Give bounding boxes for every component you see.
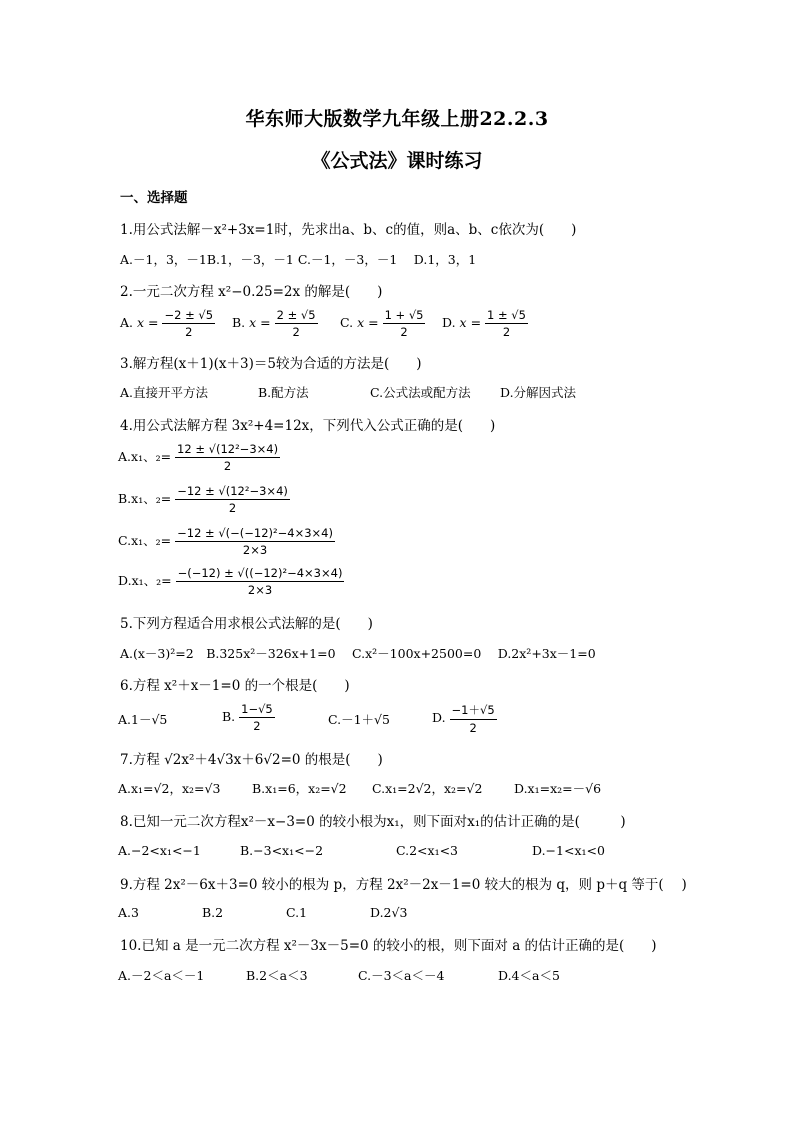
numerator: −(−12) ± √((−12)²−4×3×4) bbox=[177, 566, 343, 580]
fraction bbox=[383, 308, 426, 339]
denominator: 2 bbox=[228, 501, 237, 515]
question-10-stem: 10.已知 a 是一元二次方程 x²－3x－5=0 的较小的根，则下面对 a 的估计正确的是( ) bbox=[120, 938, 657, 954]
question-3-option-a: A.直接开平方法 bbox=[120, 385, 209, 400]
question-4-option-c bbox=[118, 526, 335, 557]
option-label: A. bbox=[118, 449, 132, 464]
numerator: 12 ± √(12²−3×4) bbox=[177, 442, 279, 456]
option-var: x = bbox=[137, 315, 159, 330]
question-3-stem: 3.解方程(x＋1)(x＋3)＝5较为合适的方法是( ) bbox=[120, 356, 422, 372]
option-label: D. bbox=[432, 710, 446, 725]
denominator: 2 bbox=[253, 719, 261, 733]
question-6-option-d bbox=[432, 702, 497, 735]
option-label: C. bbox=[118, 533, 132, 548]
question-2-option-a bbox=[120, 308, 215, 339]
question-7-option-a: A.x₁=√2，x₂=√3 bbox=[118, 781, 221, 796]
doc-title: 华东师大版数学九年级上册22.2.3 bbox=[245, 108, 549, 130]
question-4-option-b bbox=[118, 484, 290, 515]
option-label: B. bbox=[118, 491, 132, 506]
denominator: 2 bbox=[185, 325, 193, 339]
question-4-stem: 4.用公式法解方程 3x²+4=12x，下列代入公式正确的是( ) bbox=[120, 418, 496, 434]
denominator: 2 bbox=[502, 325, 511, 339]
question-6-option-b bbox=[222, 702, 275, 733]
option-var: x = bbox=[459, 315, 482, 330]
doc-subtitle: 《公式法》课时练习 bbox=[311, 150, 483, 172]
question-7-stem: 7.方程 √2x²＋4√3x＋6√2=0 的根是( ) bbox=[120, 752, 383, 768]
question-10-option-c: C.－3＜a＜－4 bbox=[358, 968, 445, 983]
question-7-option-b: B.x₁=6，x₂=√2 bbox=[252, 781, 347, 796]
fraction bbox=[175, 442, 280, 473]
question-8-option-d: D.−1<x₁<0 bbox=[532, 843, 605, 858]
question-6-option-a: A.1－√5 bbox=[118, 712, 168, 727]
denominator: 2 bbox=[292, 325, 300, 339]
numerator: 1 + √5 bbox=[384, 308, 424, 322]
question-9-option-b: B.2 bbox=[202, 905, 224, 920]
question-1-stem: 1.用公式法解－x²+3x=1时，先求出a、b、c的值，则a、b、c依次为( ) bbox=[120, 222, 577, 238]
option-prefix: x₁、₂= bbox=[131, 573, 172, 588]
numerator: −1＋√5 bbox=[450, 702, 497, 720]
option-var: x = bbox=[357, 315, 379, 330]
option-prefix: x₁、₂= bbox=[131, 491, 172, 506]
option-label: A. bbox=[120, 315, 134, 330]
numerator: −2 ± √5 bbox=[164, 308, 214, 322]
numerator: −12 ± √(−(−12)²−4×3×4) bbox=[177, 526, 333, 540]
question-2-option-b bbox=[232, 308, 318, 339]
fraction bbox=[275, 308, 318, 339]
numerator: 1 ± √5 bbox=[487, 308, 526, 322]
question-7-option-d: D.x₁=x₂=－√6 bbox=[514, 781, 602, 796]
question-5-options: A.(x－3)²=2 B.325x²－326x+1=0 C.x²－100x+2500=0 D.2x²+3x－1=0 bbox=[120, 646, 596, 661]
question-2-stem: 2.一元二次方程 x²−0.25=2x 的解是( ) bbox=[120, 284, 383, 300]
question-5-stem: 5.下列方程适合用求根公式法解的是( ) bbox=[120, 616, 373, 632]
question-8-option-b: B.−3<x₁<−2 bbox=[240, 843, 324, 858]
question-6-stem: 6.方程 x²＋x－1=0 的一个根是( ) bbox=[120, 678, 350, 694]
option-label: D. bbox=[442, 315, 456, 330]
question-3-option-c: C.公式法或配方法 bbox=[370, 385, 471, 400]
question-9-stem: 9.方程 2x²－6x＋3=0 较小的根为 p，方程 2x²－2x－1=0 较大的根为 q，则 p＋q 等于( ) bbox=[120, 877, 687, 893]
option-label: B. bbox=[222, 709, 236, 724]
option-label: B. bbox=[232, 315, 246, 330]
fraction bbox=[162, 308, 215, 339]
fraction bbox=[485, 308, 528, 339]
question-4-option-d bbox=[118, 566, 344, 597]
question-8-option-a: A.−2<x₁<−1 bbox=[118, 843, 201, 858]
option-label: C. bbox=[340, 315, 354, 330]
question-8-stem: 8.已知一元二次方程x²－x−3=0 的较小根为x₁，则下面对x₁的估计正确的是( ) bbox=[120, 814, 626, 830]
question-3-option-d: D.分解因式法 bbox=[500, 385, 577, 400]
numerator: 2 ± √5 bbox=[276, 308, 316, 322]
denominator: 2×3 bbox=[247, 583, 273, 597]
question-9-option-d: D.2√3 bbox=[370, 905, 408, 920]
question-3-option-b: B.配方法 bbox=[258, 385, 309, 400]
option-var: x = bbox=[249, 315, 271, 330]
fraction bbox=[450, 702, 497, 735]
option-prefix: x₁、₂= bbox=[131, 533, 172, 548]
question-2-option-c bbox=[340, 308, 425, 339]
question-9-option-c: C.1 bbox=[286, 905, 308, 920]
fraction bbox=[175, 526, 335, 557]
question-7-option-c: C.x₁=2√2，x₂=√2 bbox=[372, 781, 483, 796]
question-4-option-a bbox=[118, 442, 280, 473]
question-8-option-c: C.2<x₁<3 bbox=[396, 843, 459, 858]
numerator: −12 ± √(12²−3×4) bbox=[177, 484, 288, 498]
question-10-option-b: B.2＜a＜3 bbox=[246, 968, 308, 983]
question-1-options: A.－1，3，－1B.1，－3，－1 C.－1，－3，－1 D.1，3，1 bbox=[120, 252, 477, 267]
question-10-option-a: A.－2＜a＜－1 bbox=[118, 968, 205, 983]
denominator: 2 bbox=[469, 721, 477, 735]
question-9-option-a: A.3 bbox=[118, 905, 139, 920]
section-heading: 一、选择题 bbox=[120, 190, 188, 206]
question-10-option-d: D.4＜a＜5 bbox=[498, 968, 560, 983]
question-2-option-d bbox=[442, 308, 528, 339]
fraction bbox=[176, 566, 345, 597]
denominator: 2 bbox=[400, 325, 408, 339]
fraction bbox=[175, 484, 290, 515]
option-label: D. bbox=[118, 573, 132, 588]
denominator: 2×3 bbox=[242, 543, 268, 557]
option-prefix: x₁、₂= bbox=[131, 449, 172, 464]
question-6-option-c: C.－1＋√5 bbox=[328, 712, 390, 727]
numerator: 1−√5 bbox=[241, 702, 273, 716]
fraction bbox=[239, 702, 275, 733]
denominator: 2 bbox=[223, 459, 232, 473]
